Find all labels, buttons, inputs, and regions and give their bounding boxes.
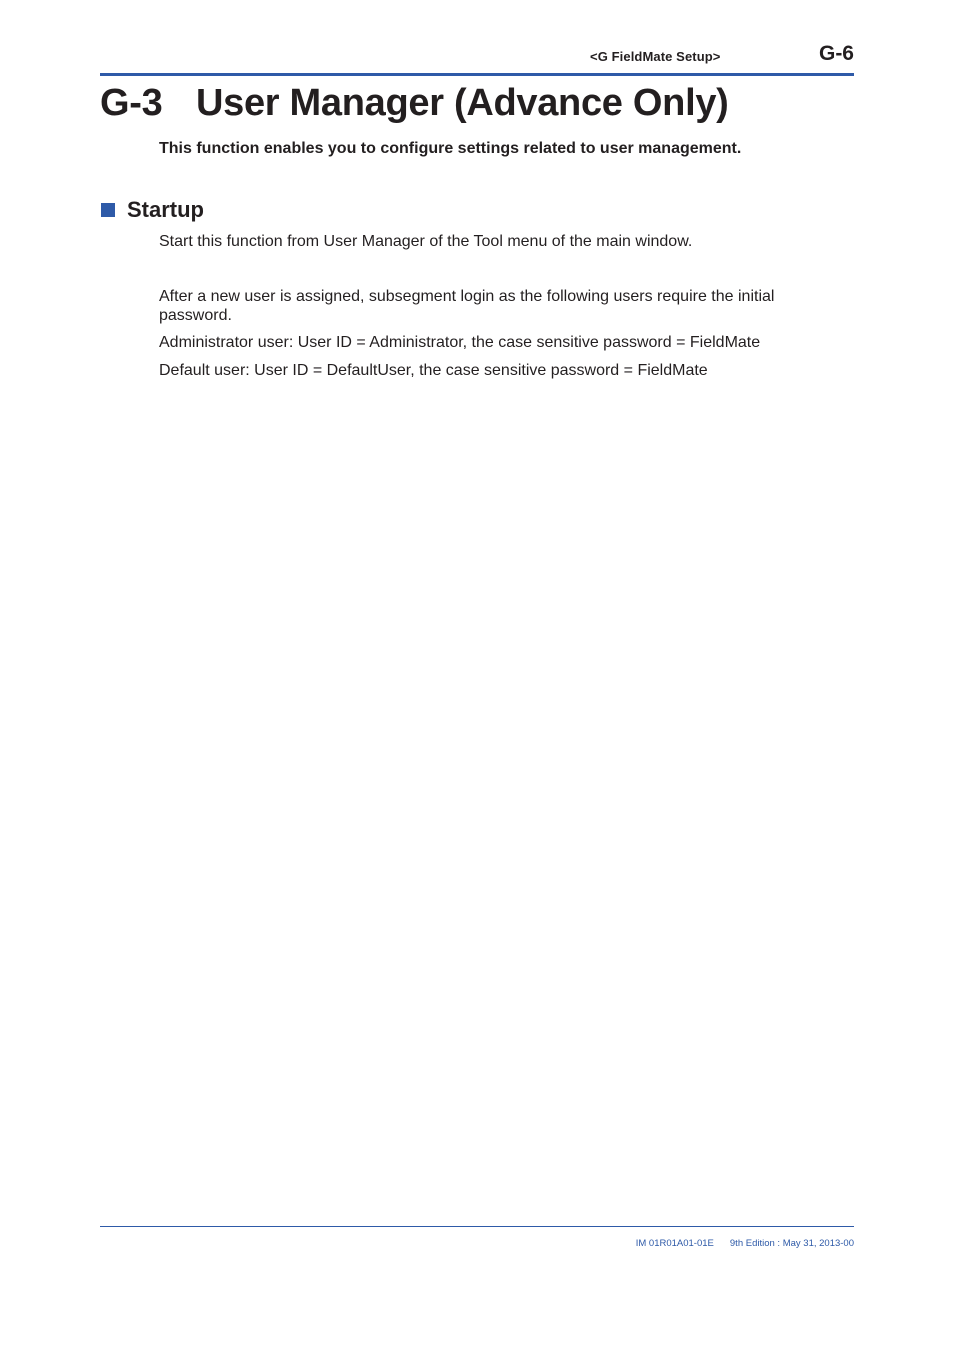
chapter-intro: This function enables you to configure settings related to user management. (159, 140, 742, 157)
footer (636, 1238, 854, 1249)
page-number: G-6 (818, 42, 854, 65)
paragraph-admin-user: Administrator user: User ID = Administrator, the case sensitive password = FieldMate (159, 334, 761, 351)
header-rule (100, 73, 854, 76)
chapter-number: G-3 (100, 82, 163, 124)
paragraph-password-note: After a new user is assigned, subsegment login as the following users require the initial password. (159, 288, 775, 324)
chapter-title (100, 82, 729, 125)
section-heading (101, 197, 204, 223)
document-id: IM 01R01A01-01E (635, 1238, 714, 1249)
square-bullet-icon (101, 203, 115, 217)
chapter-title-text: User Manager (Advance Only) (196, 82, 729, 124)
paragraph-default-user: Default user: User ID = DefaultUser, the case sensitive password = FieldMate (159, 362, 708, 379)
section-heading-text: Startup (127, 197, 204, 222)
paragraph-startup: Start this function from User Manager of the Tool menu of the main window. (159, 233, 693, 250)
footer-rule (100, 1226, 854, 1227)
edition-info: 9th Edition : May 31, 2013-00 (729, 1238, 854, 1249)
running-header: <G FieldMate Setup> (590, 49, 721, 64)
